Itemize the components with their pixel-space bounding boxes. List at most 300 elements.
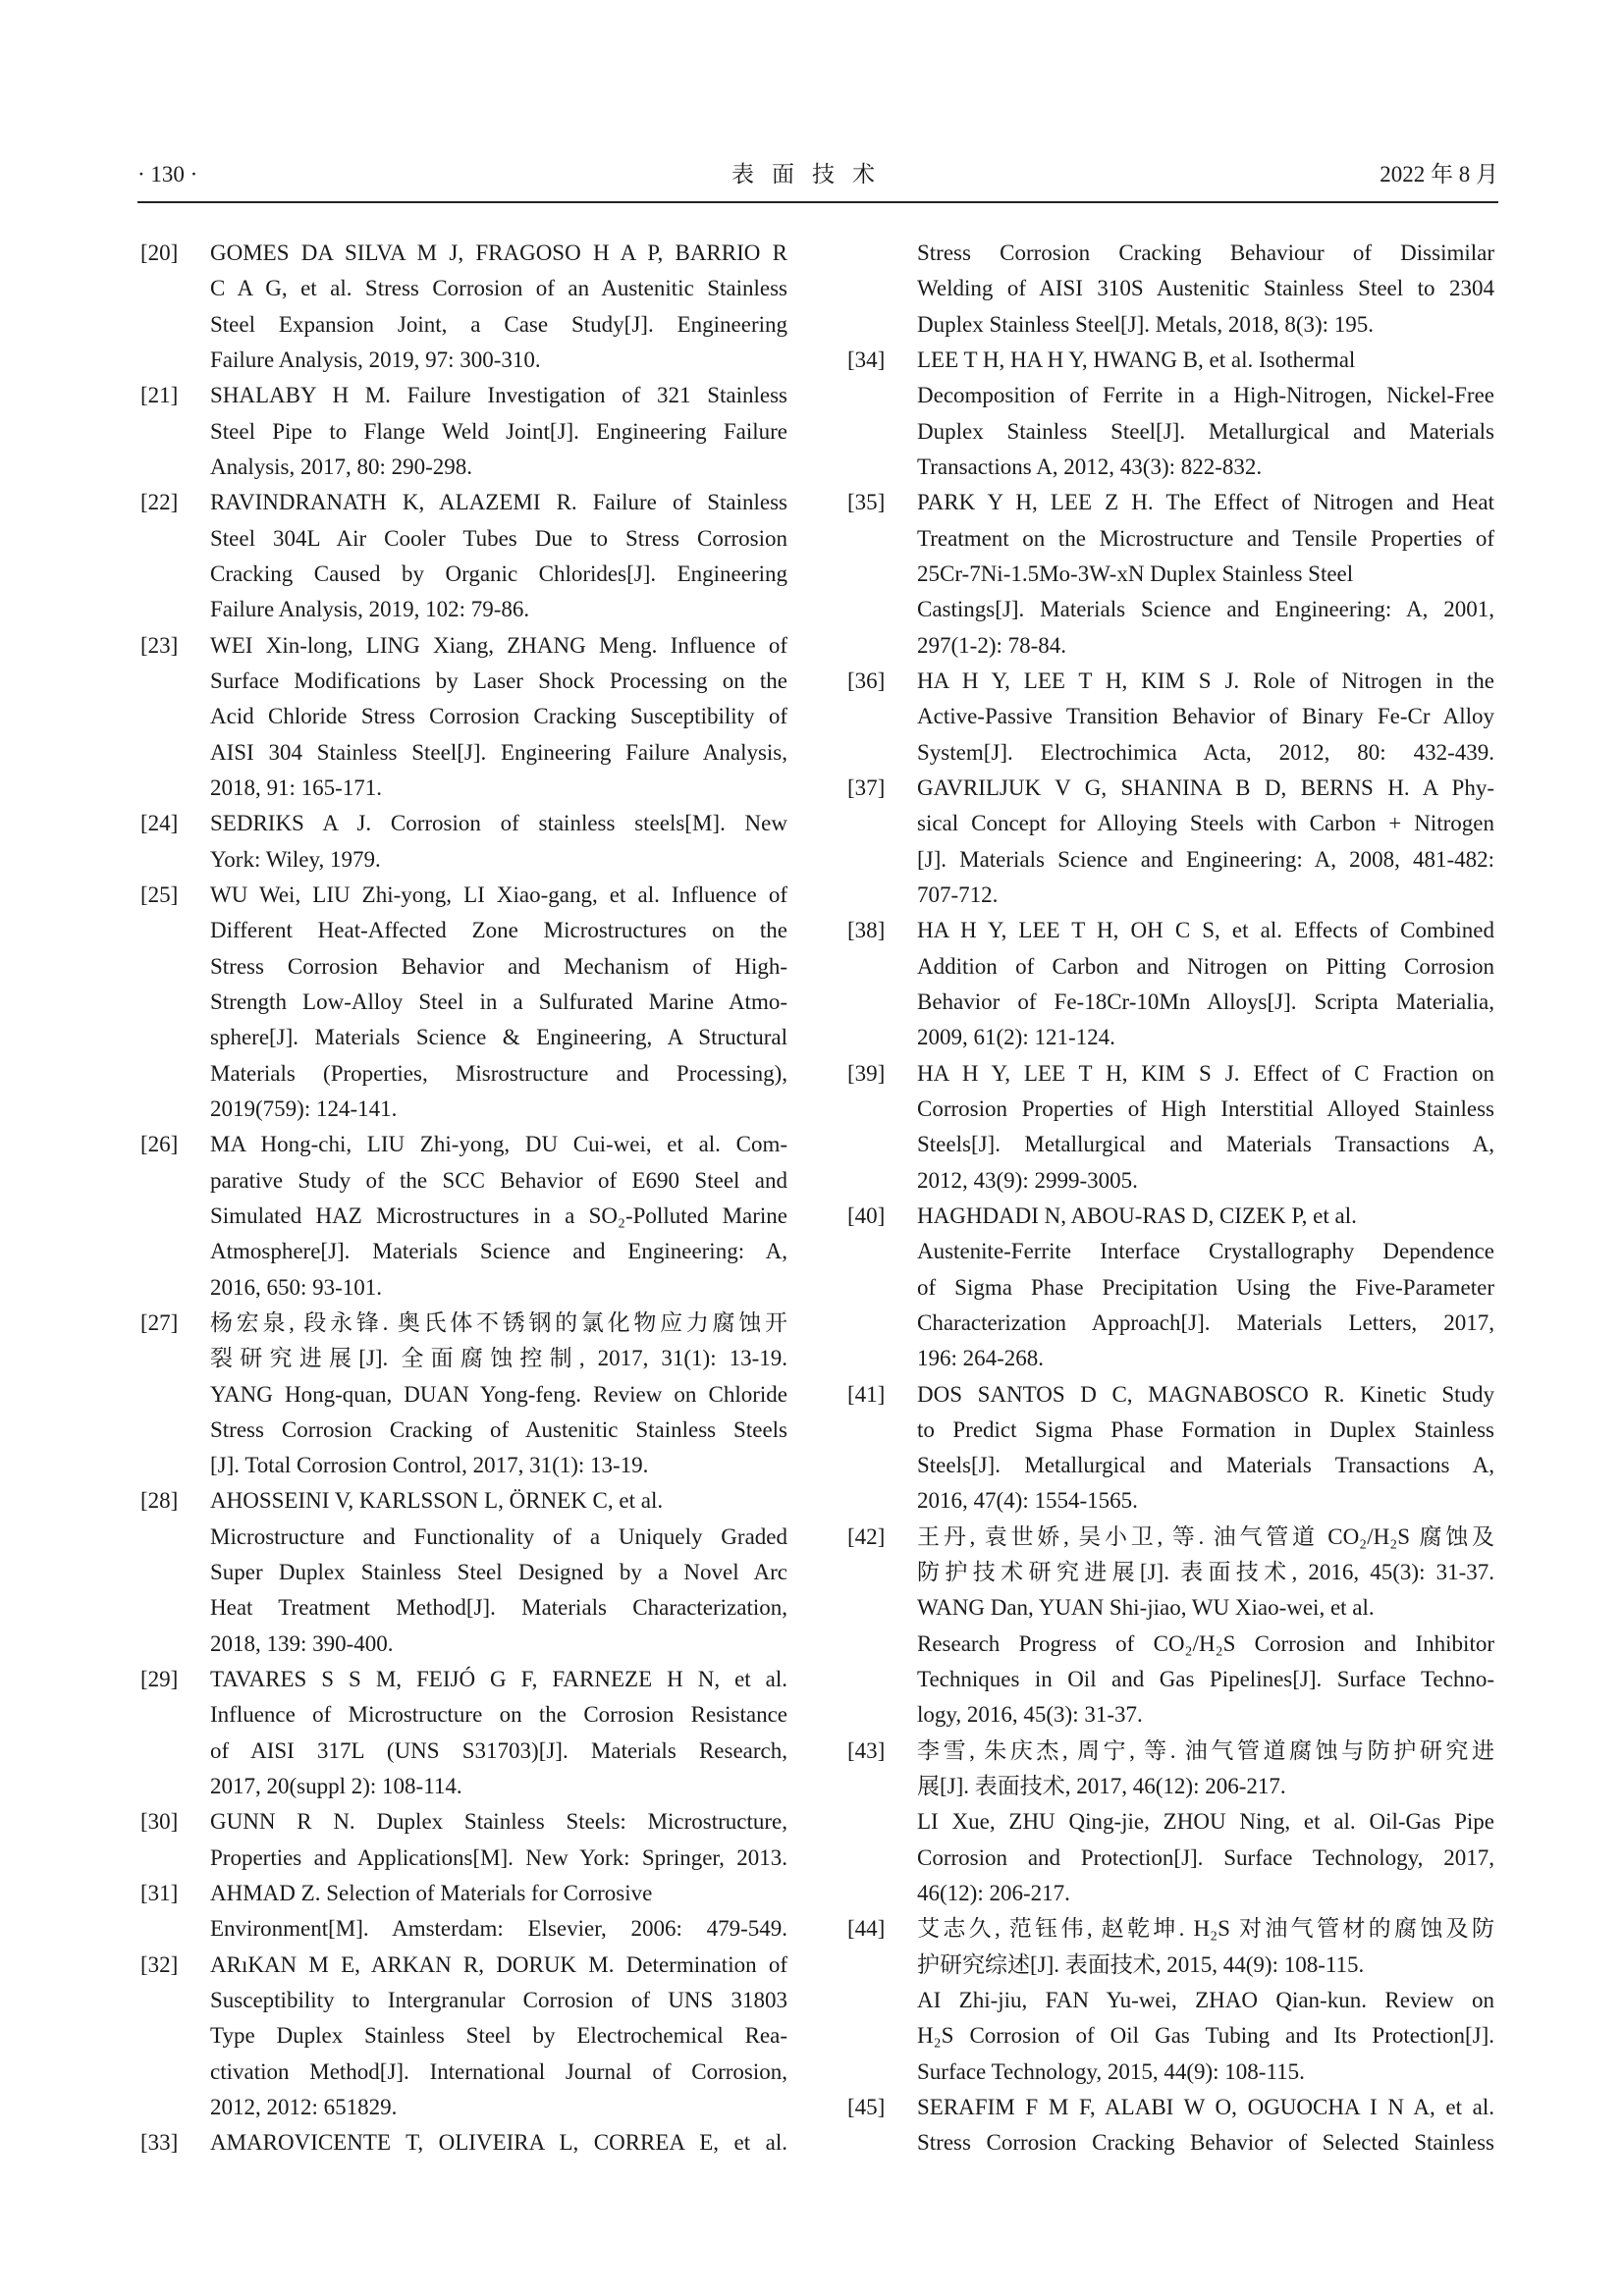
reference-line-text: York: Wiley, 1979. [210,846,381,872]
reference-number: [41] [847,1381,886,1407]
reference-line [917,664,1494,699]
reference-line [917,1948,1494,1983]
reference-line [917,2055,1494,2090]
reference-line [210,913,787,948]
reference-text [210,1306,787,1484]
reference-text [917,771,1494,913]
reference-line [210,2018,787,2054]
reference-line [210,1377,787,1413]
reference-line-text: HA H Y, LEE T H, KIM S J. Role of Nitrogen in the [917,667,1494,693]
reference-line-text: ctivation Method[J]. International Journal of Corrosion, [210,2058,787,2084]
reference-line-text: Stress Corrosion Cracking Behaviour of Dissimilar [917,240,1494,265]
reference-entry [137,378,815,485]
reference-line [917,1662,1494,1697]
reference-entry [137,2125,815,2161]
reference-entry [844,2090,1522,2162]
reference-line [210,414,787,450]
reference-line [917,1270,1494,1306]
reference-line [210,1199,787,1234]
reference-number: [21] [140,383,179,408]
reference-line-text: AMAROVICENTE T, OLIVEIRA L, CORREA E, et al. [210,2130,787,2156]
references-right-column [844,236,1522,2162]
reference-line [917,985,1494,1020]
reference-line [210,343,787,378]
reference-line [210,485,787,520]
reference-line [917,1483,1494,1519]
reference-text [917,1199,1494,1377]
reference-line [917,1163,1494,1199]
reference-line [210,307,787,343]
reference-line [210,557,787,592]
reference-line-text: Duplex Stainless Steel[J]. Metallurgical and Materials [917,418,1494,444]
reference-line [210,1520,787,1555]
reference-line [210,521,787,557]
reference-number: [36] [847,667,886,693]
reference-line [917,1804,1494,1840]
reference-line [917,1092,1494,1127]
reference-line [917,1056,1494,1092]
reference-line [917,1769,1494,1804]
reference-line-text: DOS SANTOS D C, MAGNABOSCO R. Kinetic Study [917,1381,1494,1407]
reference-line-text: 2012, 2012: 651829. [210,2095,398,2120]
reference-text [917,1056,1494,1199]
reference-entry [137,1876,815,1948]
reference-line [210,985,787,1020]
reference-line-text: HA H Y, LEE T H, KIM S J. Effect of C Fraction on [917,1060,1494,1086]
reference-text [917,236,1494,343]
reference-line-text: Super Duplex Stainless Steel Designed by a Novel Arc [210,1560,787,1585]
reference-line [210,949,787,985]
reference-line-text: Different Heat-Affected Zone Microstructures on the [210,918,787,943]
reference-line [917,236,1494,271]
reference-line-text: 2016, 47(4): 1554-1565. [917,1488,1138,1514]
reference-line-text: SERAFIM F M F, ALABI W O, OGUOCHA I N A, et al. [917,2095,1494,2120]
reference-line [210,1769,787,1804]
reference-number: [22] [140,490,179,515]
reference-line [917,771,1494,806]
reference-line [210,1020,787,1055]
reference-line-text: 展[J]. 表面技术, 2017, 46(12): 206-217. [917,1774,1286,1799]
reference-line-text: Strength Low-Alloy Steel in a Sulfurated Marine Atmo- [210,988,787,1014]
reference-line [917,628,1494,664]
reference-number: [23] [140,632,179,658]
reference-line [917,485,1494,520]
reference-line [210,271,787,306]
reference-entry [844,1377,1522,1520]
reference-line [210,1127,787,1162]
reference-line [210,1413,787,1448]
reference-line [917,1020,1494,1055]
reference-line-text: Characterization Approach[J]. Materials Letters, 2017, [917,1309,1494,1335]
reference-text [917,2090,1494,2162]
reference-line [917,735,1494,771]
reference-text [210,1483,787,1662]
reference-line-text: Corrosion and Protection[J]. Surface Technology, 2017, [917,1844,1494,1870]
reference-number: [42] [847,1523,886,1549]
reference-text [917,343,1494,485]
page-number: · 130 · [137,162,198,187]
reference-line [210,1163,787,1199]
reference-line-text: MA Hong-chi, LIU Zhi-yong, DU Cui-wei, et al. Com- [210,1132,787,1157]
reference-line-text: of AISI 317L (UNS S31703)[J]. Materials Research, [210,1737,787,1763]
reference-line [917,1734,1494,1769]
reference-line-text: 2016, 650: 93-101. [210,1274,383,1300]
reference-line-text: 196: 264-268. [917,1346,1045,1371]
reference-text [917,1911,1494,2090]
reference-number: [35] [847,490,886,515]
reference-line [210,1483,787,1519]
reference-line [917,1627,1494,1662]
reference-entry [844,1911,1522,2090]
reference-line [917,2125,1494,2161]
reference-text [210,485,787,627]
reference-line-text: Steel 304L Air Cooler Tubes Due to Stress Corrosion [210,525,787,551]
reference-entry [844,485,1522,664]
reference-entry [844,236,1522,343]
reference-line [917,1983,1494,2018]
reference-line-text: 707-712. [917,881,999,907]
reference-line [917,1911,1494,1947]
reference-line-text: sical Concept for Alloying Steels with Carbon + Nitrogen [917,811,1494,836]
reference-line-text: Steel Pipe to Flange Weld Joint[J]. Engineering Failure [210,418,787,444]
reference-number: [29] [140,1667,179,1692]
reference-line-text: Research Progress of CO₂/H₂S Corrosion and Inhibitor [917,1630,1494,1656]
reference-line-text: Analysis, 2017, 80: 290-298. [210,454,473,479]
reference-number: [28] [140,1488,179,1514]
reference-entry [137,1948,815,2126]
reference-line-text: 46(12): 206-217. [917,1881,1070,1906]
reference-line-text: Steels[J]. Metallurgical and Materials Transactions A, [917,1132,1494,1157]
reference-line-text: 艾志久, 范钰伟, 赵乾坤. H₂S 对油气管材的腐蚀及防 [917,1916,1494,1942]
reference-line-text: Surface Modifications by Laser Shock Processing on the [210,667,787,693]
reference-text [917,913,1494,1055]
reference-line-text: Decomposition of Ferrite in a High-Nitrogen, Nickel-Free [917,383,1494,408]
reference-text [210,1804,787,1876]
reference-number: [39] [847,1060,886,1086]
reference-line-text: Steel Expansion Joint, a Case Study[J]. Engineering [210,311,787,337]
reference-line-text: Influence of Microstructure on the Corrosion Resistance [210,1702,787,1728]
reference-line [210,806,787,841]
reference-text [210,628,787,807]
reference-line-text: Duplex Stainless Steel[J]. Metals, 2018, 8(3): 195. [917,311,1375,337]
reference-entry [844,771,1522,913]
reference-line-text: WU Wei, LIU Zhi-yong, LI Xiao-gang, et al. Influence of [210,881,787,907]
reference-line [917,1876,1494,1911]
reference-line [917,878,1494,913]
header-divider [137,201,1498,203]
reference-entry [137,628,815,807]
reference-line-text: GAVRILJUK V G, SHANINA B D, BERNS H. A Phy- [917,774,1494,800]
reference-text [917,1520,1494,1734]
reference-text [210,878,787,1127]
reference-entry [137,878,815,1127]
reference-line-text: WANG Dan, YUAN Shi-jiao, WU Xiao-wei, et al. [917,1595,1375,1621]
reference-line-text: PARK Y H, LEE Z H. The Effect of Nitrogen and Heat [917,490,1494,515]
reference-line-text: WEI Xin-long, LING Xiang, ZHANG Meng. Influence of [210,632,787,658]
reference-line-text: parative Study of the SCC Behavior of E690 Steel and [210,1167,787,1193]
reference-line [917,1127,1494,1162]
reference-line [210,1876,787,1911]
reference-line [917,1413,1494,1448]
reference-line-text: Castings[J]. Materials Science and Engineering: A, 2001, [917,597,1494,622]
reference-line [210,2125,787,2161]
reference-line-text: Surface Technology, 2015, 44(9): 108-115. [917,2058,1305,2084]
references-left-column [137,236,815,2162]
reference-line [210,771,787,806]
reference-line-text: Treatment on the Microstructure and Tensile Properties of [917,525,1494,551]
reference-line-text: LI Xue, ZHU Qing-jie, ZHOU Ning, et al. Oil-Gas Pipe [917,1809,1494,1835]
reference-line-text: Materials (Properties, Misrostructure and Processing), [210,1060,787,1086]
reference-line [917,1341,1494,1376]
reference-number: [26] [140,1132,179,1157]
reference-line-text: Microstructure and Functionality of a Uniquely Graded [210,1523,787,1549]
reference-number: [37] [847,774,886,800]
reference-entry [844,1199,1522,1377]
reference-text [210,236,787,378]
reference-line-text: TAVARES S S M, FEIJÓ G F, FARNEZE H N, et al. [210,1667,787,1692]
reference-line-text: to Predict Sigma Phase Formation in Duplex Stainless [917,1416,1494,1442]
reference-line [210,450,787,485]
reference-text [917,1734,1494,1912]
reference-line-text: Stress Corrosion Behavior and Mechanism of High- [210,953,787,979]
reference-number: [38] [847,918,886,943]
reference-line [917,1555,1494,1590]
reference-line [917,842,1494,878]
reference-line-text: HA H Y, LEE T H, OH C S, et al. Effects of Combined [917,918,1494,943]
reference-line-text: 李雪, 朱庆杰, 周宁, 等. 油气管道腐蚀与防护研究进 [917,1737,1494,1763]
reference-line-text: 2012, 43(9): 2999-3005. [917,1167,1138,1193]
reference-line-text: sphere[J]. Materials Science & Engineering, A Structural [210,1025,787,1050]
reference-line [210,1911,787,1947]
reference-line-text: LEE T H, HA H Y, HWANG B, et al. Isothermal [917,347,1356,372]
reference-line [917,1520,1494,1555]
reference-line [917,521,1494,557]
reference-line-text: Austenite-Ferrite Interface Crystallography Dependence [917,1239,1494,1264]
reference-line-text: Atmosphere[J]. Materials Science and Engineering: A, [210,1239,787,1264]
reference-line [210,1306,787,1341]
reference-text [917,485,1494,664]
reference-line [210,628,787,664]
reference-number: [27] [140,1309,179,1335]
reference-line [210,699,787,734]
reference-line-text: 防护技术研究进展[J]. 表面技术, 2016, 45(3): 31-37. [917,1560,1494,1585]
reference-line [917,450,1494,485]
reference-line-text: of Sigma Phase Precipitation Using the Five-Parameter [917,1274,1494,1300]
reference-line [917,307,1494,343]
reference-line-text: GUNN R N. Duplex Stainless Steels: Microstructure, [210,1809,787,1835]
reference-line [917,806,1494,841]
reference-line [210,592,787,627]
reference-line [917,1377,1494,1413]
reference-line-text: HAGHDADI N, ABOU-RAS D, CIZEK P, et al. [917,1202,1357,1228]
reference-line-text: Behavior of Fe-18Cr-10Mn Alloys[J]. Scripta Materialia, [917,988,1494,1014]
reference-line [210,1948,787,1983]
reference-line [210,735,787,771]
reference-line [917,1841,1494,1876]
reference-line-text: RAVINDRANATH K, ALAZEMI R. Failure of Stainless [210,490,787,515]
reference-text [210,378,787,485]
reference-line-text: 2017, 20(suppl 2): 108-114. [210,1774,462,1799]
reference-line-text: Steels[J]. Metallurgical and Materials Transactions A, [917,1453,1494,1478]
reference-line [210,1341,787,1376]
reference-line [917,378,1494,413]
reference-entry [844,1520,1522,1734]
reference-entry [844,343,1522,485]
reference-text [917,1377,1494,1520]
reference-line-text: 2018, 139: 390-400. [210,1630,394,1656]
reference-line-text: Failure Analysis, 2019, 97: 300-310. [210,347,541,372]
reference-line-text: SHALABY H M. Failure Investigation of 321 Stainless [210,383,787,408]
reference-line-text: 2009, 61(2): 121-124. [917,1025,1115,1050]
reference-line-text: AHOSSEINI V, KARLSSON L, ÖRNEK C, et al. [210,1488,664,1514]
reference-line-text: C A G, et al. Stress Corrosion of an Austenitic Stainless [210,276,787,301]
reference-line-text: Heat Treatment Method[J]. Materials Characterization, [210,1595,787,1621]
reference-text [210,1662,787,1804]
reference-line [210,2090,787,2125]
issue-date: 2022 年 8 月 [1380,162,1498,187]
reference-number: [30] [140,1809,179,1835]
reference-line [917,699,1494,734]
reference-line [917,2090,1494,2125]
reference-line-text: Environment[M]. Amsterdam: Elsevier, 2006: 479-549. [210,1916,787,1942]
reference-line [917,1199,1494,1234]
reference-line-text: Failure Analysis, 2019, 102: 79-86. [210,597,530,622]
reference-line-text: [J]. Total Corrosion Control, 2017, 31(1): 13-19. [210,1453,649,1478]
reference-number: [44] [847,1916,886,1942]
reference-line [210,2055,787,2090]
reference-text [210,1876,787,1948]
reference-line-text: 2019(759): 124-141. [210,1095,398,1121]
reference-line-text: 25Cr-7Ni-1.5Mo-3W-xN Duplex Stainless Steel [917,561,1354,586]
reference-number: [40] [847,1202,886,1228]
reference-line-text: Simulated HAZ Microstructures in a SO₂-Polluted Marine [210,1202,787,1228]
reference-line-text: ARıKAN M E, ARKAN R, DORUK M. Determination of [210,1951,787,1977]
reference-line [210,1448,787,1483]
reference-line [917,913,1494,948]
reference-line [210,1590,787,1626]
reference-line-text: 297(1-2): 78-84. [917,632,1067,658]
reference-line [210,1804,787,1840]
reference-line-text: Techniques in Oil and Gas Pipelines[J]. Surface Techno- [917,1667,1494,1692]
reference-number: [45] [847,2095,886,2120]
reference-number: [32] [140,1951,179,1977]
reference-line-text: Type Duplex Stainless Steel by Electrochemical Rea- [210,2023,787,2049]
reference-line-text: Cracking Caused by Organic Chlorides[J]. Engineering [210,561,787,586]
reference-entry [137,1662,815,1804]
reference-line [917,1590,1494,1626]
reference-entry [137,1127,815,1306]
reference-number: [43] [847,1737,886,1763]
reference-line [917,2018,1494,2054]
reference-line-text: GOMES DA SILVA M J, FRAGOSO H A P, BARRIO R [210,240,787,265]
reference-entry [137,485,815,627]
journal-title: 表面技术 [731,162,893,187]
reference-line [210,1983,787,2018]
reference-number: [31] [140,1881,179,1906]
reference-entry [137,1483,815,1662]
reference-line [210,878,787,913]
reference-line [917,1448,1494,1483]
reference-line [210,1092,787,1127]
reference-line-text: 2018, 91: 165-171. [210,774,383,800]
reference-line [210,236,787,271]
reference-number: [20] [140,240,179,265]
reference-line-text: Transactions A, 2012, 43(3): 822-832. [917,454,1263,479]
reference-text [210,1127,787,1306]
reference-entry [137,236,815,378]
reference-line [210,1662,787,1697]
reference-text [917,664,1494,771]
reference-line [210,1056,787,1092]
reference-line [917,343,1494,378]
reference-line-text: Susceptibility to Intergranular Corrosion of UNS 31803 [210,1988,787,2013]
reference-line [917,949,1494,985]
reference-line-text: Acid Chloride Stress Corrosion Cracking Susceptibility of [210,704,787,729]
reference-line [210,1627,787,1662]
reference-line-text: 护研究综述[J]. 表面技术, 2015, 44(9): 108-115. [917,1951,1365,1977]
reference-line-text: Welding of AISI 310S Austenitic Stainless Steel to 2304 [917,276,1494,301]
reference-line [210,1841,787,1876]
reference-line [210,1234,787,1269]
reference-line-text: AI Zhi-jiu, FAN Yu-wei, ZHAO Qian-kun. Review on [917,1988,1494,2013]
reference-line-text: AISI 304 Stainless Steel[J]. Engineering Failure Analysis, [210,739,787,765]
reference-text [210,2125,787,2161]
reference-number: [33] [140,2130,179,2156]
reference-text [210,806,787,878]
reference-line [210,1270,787,1306]
reference-text [210,1948,787,2126]
reference-line [210,664,787,699]
reference-entry [844,1056,1522,1199]
reference-number: [24] [140,811,179,836]
reference-line [917,557,1494,592]
reference-entry [844,664,1522,771]
reference-line-text: Stress Corrosion Cracking of Austenitic Stainless Steels [210,1416,787,1442]
reference-line [917,1234,1494,1269]
reference-entry [137,806,815,878]
reference-line-text: AHMAD Z. Selection of Materials for Corrosive [210,1881,653,1906]
reference-line-text: Active-Passive Transition Behavior of Binary Fe-Cr Alloy [917,704,1494,729]
reference-line-text: logy, 2016, 45(3): 31-37. [917,1702,1143,1728]
reference-line [210,1697,787,1733]
reference-line [210,1734,787,1769]
reference-line-text: 王丹, 袁世娇, 吴小卫, 等. 油气管道 CO₂/H₂S 腐蚀及 [917,1523,1494,1549]
reference-line-text: SEDRIKS A J. Corrosion of stainless steels[M]. New [210,811,787,836]
reference-line-text: Corrosion Properties of High Interstitial Alloyed Stainless [917,1095,1494,1121]
reference-line-text: 杨宏泉, 段永锋. 奥氏体不锈钢的氯化物应力腐蚀开 [210,1309,787,1335]
reference-entry [137,1804,815,1876]
reference-line [917,1306,1494,1341]
reference-line-text: Properties and Applications[M]. New York: Springer, 2013. [210,1844,787,1870]
reference-entry [844,913,1522,1055]
reference-entry [844,1734,1522,1912]
reference-line-text: H₂S Corrosion of Oil Gas Tubing and Its Protection[J]. [917,2023,1494,2049]
reference-line-text: [J]. Materials Science and Engineering: A, 2008, 481-482: [917,846,1494,872]
reference-line [210,842,787,878]
reference-line [210,1555,787,1590]
reference-entry [137,1306,815,1484]
reference-line [917,1697,1494,1733]
reference-line [210,378,787,413]
reference-line-text: Addition of Carbon and Nitrogen on Pitting Corrosion [917,953,1494,979]
reference-line-text: Stress Corrosion Cracking Behavior of Selected Stainless [917,2130,1494,2156]
reference-line-text: 裂研究进展[J]. 全面腐蚀控制, 2017, 31(1): 13-19. [210,1346,787,1371]
reference-line [917,414,1494,450]
reference-line [917,592,1494,627]
reference-number: [25] [140,881,179,907]
reference-number: [34] [847,347,886,372]
reference-line-text: System[J]. Electrochimica Acta, 2012, 80: 432-439. [917,739,1494,765]
